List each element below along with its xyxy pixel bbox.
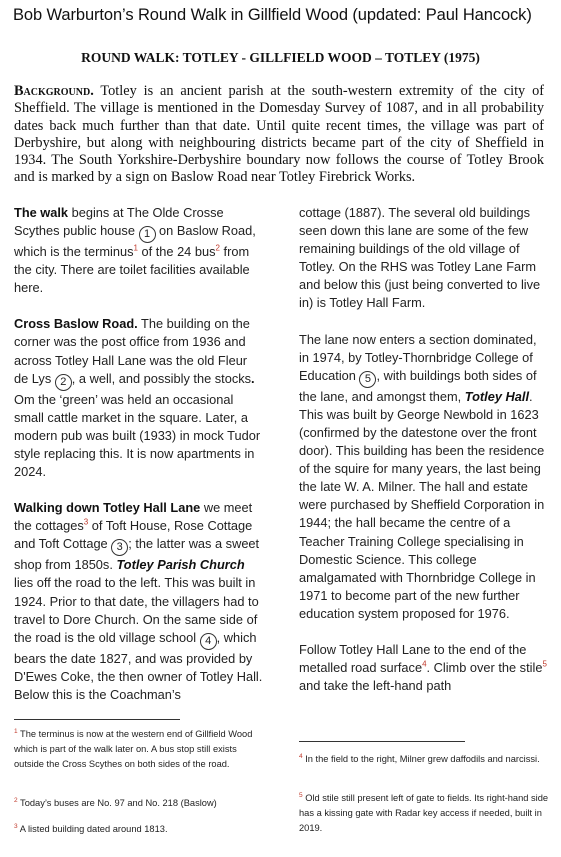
footnote-3 <box>14 822 264 837</box>
paragraph-the-walk <box>14 204 264 297</box>
text: from the city. There are toilet facilities available here. <box>14 244 250 296</box>
text: . Climb over the stile <box>426 660 543 676</box>
footnote-text: The terminus is now at the western end of Gillfield Wood which is part of the walk later on. A bus stop still exists outside the Cross Scythes on both sides of the road. <box>14 729 253 769</box>
lead-cross-baslow-road: Cross Baslow Road. <box>14 316 138 332</box>
footnote-ref-5[interactable]: 5 <box>542 659 547 669</box>
paragraph-follow-lane <box>299 641 549 695</box>
footnote-number: 5 <box>299 791 303 799</box>
paragraph-totley-hall-lane <box>14 499 264 704</box>
text: of Toft House, Rose Cottage and Toft Cottage <box>14 518 253 552</box>
lead-the-walk: The walk <box>14 205 69 220</box>
footnote-5 <box>299 791 549 836</box>
emphasis-totley-hall: Totley Hall <box>464 388 529 404</box>
document-title: ROUND WALK: TOTLEY - GILLFIELD WOOD – TOTLEY (1975) <box>81 50 480 65</box>
footnote-4 <box>299 752 549 767</box>
footnote-ref-2[interactable]: 2 <box>215 243 220 253</box>
text: Om the ‘green’ was held an occasional small cattle market in the square. Later, a modern pub was built (1933) in mock Tudor style replacing this. It is now apartments in 2024. <box>14 391 261 480</box>
page-header: Bob Warburton’s Round Walk in Gillfield Wood (updated: Paul Hancock) <box>13 6 532 24</box>
text: , a well, and possibly the stocks <box>71 370 252 386</box>
text: The lane now enters a section dominated, in 1974, by Totley-Thornbridge College of Education <box>299 331 537 383</box>
text: on Baslow Road, which is the terminus <box>14 223 256 260</box>
text: . This was built by George Newbold in 1623 (confirmed by the datestone over the front door). This building has been the residence of the squire for many years, the last being the late W. A. Milner. The hall and estate were purchased by Sheffield Corporation in 1944; the hall became the centre of a Teacher Training College specialising in Domestic Science. This college amalgamated with Thornbridge College in 1971 to become part of the new further education system proposed for 1976. <box>299 388 545 621</box>
paragraph-cottage: cottage (1887). The several old buildings seen down this lane are some of the few remaining buildings of the old village of Totley. On the RHS was Totley Lane Farm and below this (just being converted to live in) is Totley Hall Farm. <box>299 205 541 311</box>
text: begins at The Olde Crosse Scythes public house <box>14 205 224 239</box>
footnote-text: In the field to the right, Milner grew daffodils and narcissi. <box>302 754 540 764</box>
footnote-ref-3[interactable]: 3 <box>83 517 89 527</box>
footnote-ref-1[interactable]: 1 <box>133 243 138 253</box>
right-column <box>299 204 549 713</box>
footnote-number: 2 <box>14 796 18 804</box>
text: lies off the road to the left. This was built in 1924. Prior to that date, the villagers had to travel to Dore Church. On the same side of the road is the old village school <box>14 575 259 645</box>
paragraph-cross-baslow-road <box>14 315 264 481</box>
footnote-ref-4[interactable]: 4 <box>422 659 427 669</box>
footnote-separator-left <box>14 719 180 720</box>
text: , which bears the date 1827, and was provided by D'Ewes Coke, the then owner of Totley Hall. Below this is the Coachman’s <box>14 629 263 702</box>
marker-5: 5 <box>359 371 376 388</box>
left-column <box>14 204 264 722</box>
text: , with buildings both sides of the lane, and amongst them, <box>299 367 537 404</box>
background-paragraph <box>14 83 544 187</box>
footnote-number: 1 <box>14 727 18 735</box>
marker-4: 4 <box>200 633 217 650</box>
marker-1: 1 <box>139 226 156 243</box>
text: . <box>251 370 255 386</box>
text: and take the left-hand path <box>299 678 452 694</box>
background-lead: Background. <box>14 83 94 99</box>
lead-totley-hall-lane: Walking down Totley Hall Lane <box>14 500 201 516</box>
background-text: Totley is an ancient parish at the south-western extremity of the city of Sheffield. The village is mentioned in the Domesday Survey of 1087, and in all probability dates back much further than that date. Until quite recent times, the village was part of Derbyshire, but along with neighbouring districts became part of the city of Sheffield in 1934. The South Yorkshire-Derbyshire boundary now follows the course of Totley Brook and is marked by a sign on Baslow Road near Totley Firebrick Works. <box>14 83 544 186</box>
footnote-number: 4 <box>299 752 303 760</box>
footnote-1 <box>14 727 264 772</box>
footnote-text: Today’s buses are No. 97 and No. 218 (Baslow) <box>17 798 217 808</box>
text: Follow Totley Hall Lane to the end of the metalled road surface <box>299 641 527 676</box>
marker-3: 3 <box>111 539 128 556</box>
paragraph-college <box>299 331 549 623</box>
text: The building on the corner was the post office from 1936 and across Totley Hall Lane was the old Fleur de Lys <box>14 316 250 386</box>
footnote-2 <box>14 796 264 811</box>
text: we meet the cottages <box>14 500 253 534</box>
footnote-text: Old stile still present left of gate to fields. Its right-hand side has a kissing gate with Radar key access if needed, built in 2019. <box>299 793 549 833</box>
marker-2: 2 <box>55 374 72 391</box>
footnote-text: A listed building dated around 1813. <box>17 824 168 834</box>
text: ; the latter was a sweet shop from 1850s. <box>14 536 260 573</box>
footnote-number: 3 <box>14 822 18 830</box>
emphasis-totley-parish-church: Totley Parish Church <box>116 557 245 573</box>
footnote-separator-right <box>299 741 465 742</box>
text: of the 24 bus <box>137 244 216 260</box>
